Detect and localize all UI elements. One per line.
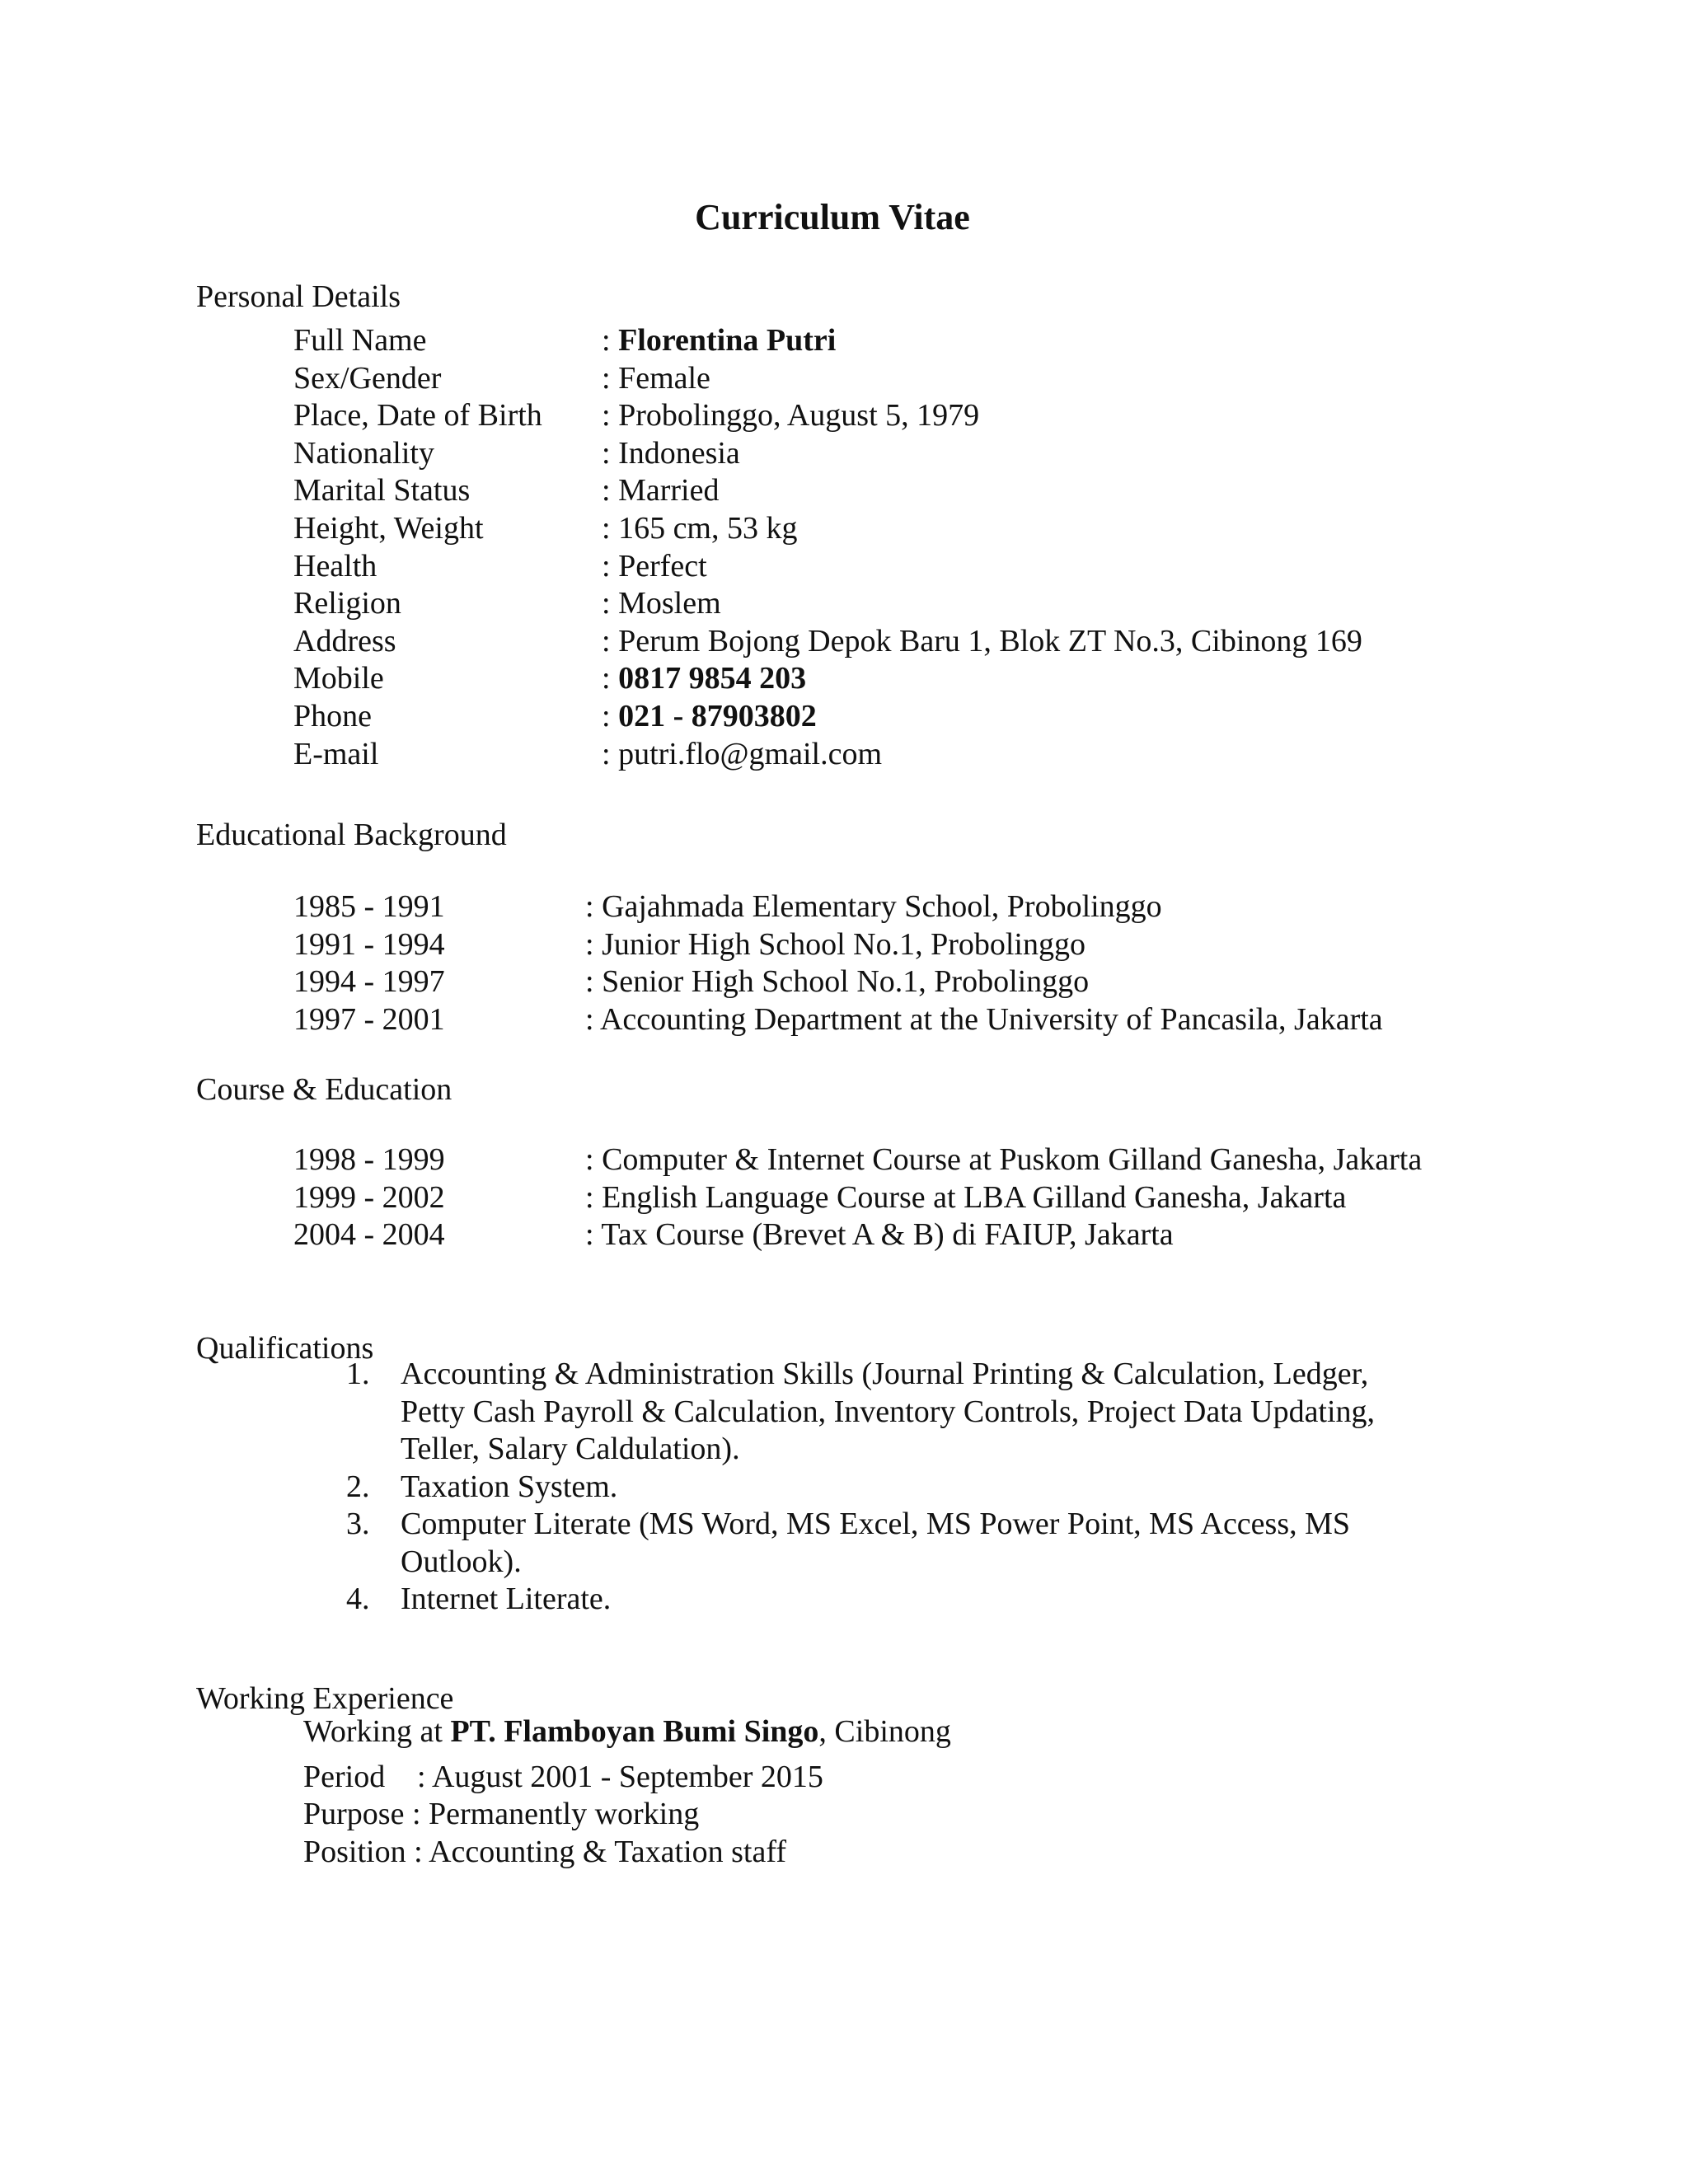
field-value-wrap: : 165 cm, 53 kg bbox=[602, 511, 798, 546]
item-text: Taxation System. bbox=[401, 1469, 618, 1504]
courses-heading: Course & Education bbox=[196, 1072, 452, 1107]
field-value-wrap: : putri.flo@gmail.com bbox=[602, 736, 883, 771]
qualification-item bbox=[346, 1581, 1434, 1619]
description: Gajahmada Elementary School, Probolinggo bbox=[602, 889, 1162, 924]
field-value: Moslem bbox=[618, 586, 721, 621]
document-title: Curriculum Vitae bbox=[695, 197, 970, 237]
description: Senior High School No.1, Probolinggo bbox=[602, 964, 1090, 1000]
description: Accounting Department at the University of Pancasila, Jakarta bbox=[599, 1001, 1383, 1037]
period-label: Period bbox=[303, 1760, 386, 1794]
education-heading: Educational Background bbox=[196, 818, 507, 852]
years: 1994 - 1997 bbox=[293, 964, 445, 1000]
field-value: Perfect bbox=[618, 548, 707, 583]
work-purpose: Purpose : Permanently working bbox=[303, 1797, 700, 1831]
item-text: Accounting & Administration Skills (Journal Printing & Calculation, Ledger, Petty Cash Payroll & Calculation, Inventory Controls, Project Data Updating, Teller, Salary Caldulation). bbox=[401, 1357, 1376, 1466]
field-value: Indonesia bbox=[618, 435, 740, 471]
field-value: Probolinggo, August 5, 1979 bbox=[618, 398, 980, 434]
qualifications-heading: Qualifications bbox=[196, 1331, 374, 1366]
purpose-label: Purpose bbox=[303, 1797, 405, 1831]
field-value: 0817 9854 203 bbox=[618, 661, 807, 696]
description: Junior High School No.1, Probolinggo bbox=[602, 926, 1085, 962]
field-value-wrap: : 0817 9854 203 bbox=[602, 661, 807, 696]
field-value-wrap: : 021 - 87903802 bbox=[602, 699, 817, 733]
period-value: August 2001 - September 2015 bbox=[431, 1760, 823, 1794]
item-number: 4. bbox=[346, 1582, 370, 1616]
field-label: Phone bbox=[293, 699, 372, 733]
item-text: Internet Literate. bbox=[401, 1582, 612, 1616]
field-label: Nationality bbox=[293, 435, 434, 471]
field-label: Full Name bbox=[293, 323, 427, 358]
description-wrap: : Tax Course (Brevet A & B) di FAIUP, Jakarta bbox=[585, 1217, 1174, 1253]
field-label: Address bbox=[293, 623, 396, 658]
years: 1998 - 1999 bbox=[293, 1142, 445, 1177]
years: 1999 - 2002 bbox=[293, 1179, 445, 1215]
field-value: Married bbox=[618, 473, 720, 509]
field-label: Health bbox=[293, 548, 377, 583]
item-text: Computer Literate (MS Word, MS Excel, MS Power Point, MS Access, MS Outlook). bbox=[401, 1507, 1351, 1579]
field-value-wrap: : Moslem bbox=[602, 586, 721, 621]
description-wrap: : Accounting Department at the University of Pancasila, Jakarta bbox=[585, 1001, 1383, 1037]
description: English Language Course at LBA Gilland Ganesha, Jakarta bbox=[602, 1179, 1347, 1215]
work-intro bbox=[303, 1713, 951, 1750]
field-value-wrap: : Indonesia bbox=[602, 435, 740, 471]
field-value: 165 cm, 53 kg bbox=[618, 511, 798, 546]
years: 1997 - 2001 bbox=[293, 1001, 445, 1037]
description: Computer & Internet Course at Puskom Gilland Ganesha, Jakarta bbox=[602, 1142, 1423, 1177]
field-value-wrap: : Married bbox=[602, 473, 720, 509]
field-value: Female bbox=[618, 360, 710, 396]
personal-details-heading: Personal Details bbox=[196, 279, 401, 314]
field-value-wrap: : Florentina Putri bbox=[602, 323, 837, 358]
company-name: PT. Flamboyan Bumi Singo bbox=[450, 1714, 819, 1749]
description: Tax Course (Brevet A & B) di FAIUP, Jakarta bbox=[601, 1217, 1174, 1253]
field-label: Sex/Gender bbox=[293, 360, 442, 396]
field-value-wrap: : Perfect bbox=[602, 548, 707, 583]
item-number: 3. bbox=[346, 1507, 370, 1541]
field-value-wrap: : Probolinggo, August 5, 1979 bbox=[602, 398, 980, 434]
field-label: Height, Weight bbox=[293, 511, 484, 546]
field-value: putri.flo@gmail.com bbox=[618, 736, 883, 771]
description-wrap: : Computer & Internet Course at Puskom Gilland Ganesha, Jakarta bbox=[585, 1142, 1423, 1177]
field-label: E-mail bbox=[293, 736, 379, 771]
years: 2004 - 2004 bbox=[293, 1217, 445, 1253]
work-period: Period : August 2001 - September 2015 bbox=[303, 1760, 823, 1794]
description-wrap: : English Language Course at LBA Gilland Ganesha, Jakarta bbox=[585, 1179, 1347, 1215]
work-position: Position : Accounting & Taxation staff bbox=[303, 1835, 786, 1869]
description-wrap: : Junior High School No.1, Probolinggo bbox=[585, 926, 1085, 962]
description-wrap: : Gajahmada Elementary School, Probolinggo bbox=[585, 889, 1162, 924]
qualification-item bbox=[346, 1469, 1434, 1507]
field-label: Religion bbox=[293, 586, 401, 621]
field-label: Place, Date of Birth bbox=[293, 398, 542, 434]
years: 1991 - 1994 bbox=[293, 926, 445, 962]
item-number: 2. bbox=[346, 1469, 370, 1504]
field-value: Florentina Putri bbox=[618, 323, 837, 358]
work-heading: Working Experience bbox=[196, 1681, 454, 1716]
field-value: Perum Bojong Depok Baru 1, Blok ZT No.3, Cibinong 169 bbox=[618, 623, 1362, 658]
work-intro-suffix: , Cibinong bbox=[818, 1714, 951, 1749]
position-value: Accounting & Taxation staff bbox=[429, 1835, 786, 1869]
field-value: 021 - 87903802 bbox=[618, 699, 817, 733]
field-label: Marital Status bbox=[293, 473, 471, 509]
years: 1985 - 1991 bbox=[293, 889, 445, 924]
qualification-item bbox=[346, 1356, 1434, 1469]
field-value-wrap: : Female bbox=[602, 360, 710, 396]
position-label: Position bbox=[303, 1835, 406, 1869]
work-intro-prefix: Working at bbox=[303, 1714, 451, 1749]
qualifications-list bbox=[346, 1356, 1434, 1619]
item-number: 1. bbox=[346, 1357, 370, 1391]
description-wrap: : Senior High School No.1, Probolinggo bbox=[585, 964, 1090, 1000]
qualification-item bbox=[346, 1506, 1434, 1581]
field-value-wrap: : Perum Bojong Depok Baru 1, Blok ZT No.3, Cibinong 169 bbox=[602, 623, 1362, 658]
field-label: Mobile bbox=[293, 661, 384, 696]
purpose-value: Permanently working bbox=[429, 1797, 700, 1831]
